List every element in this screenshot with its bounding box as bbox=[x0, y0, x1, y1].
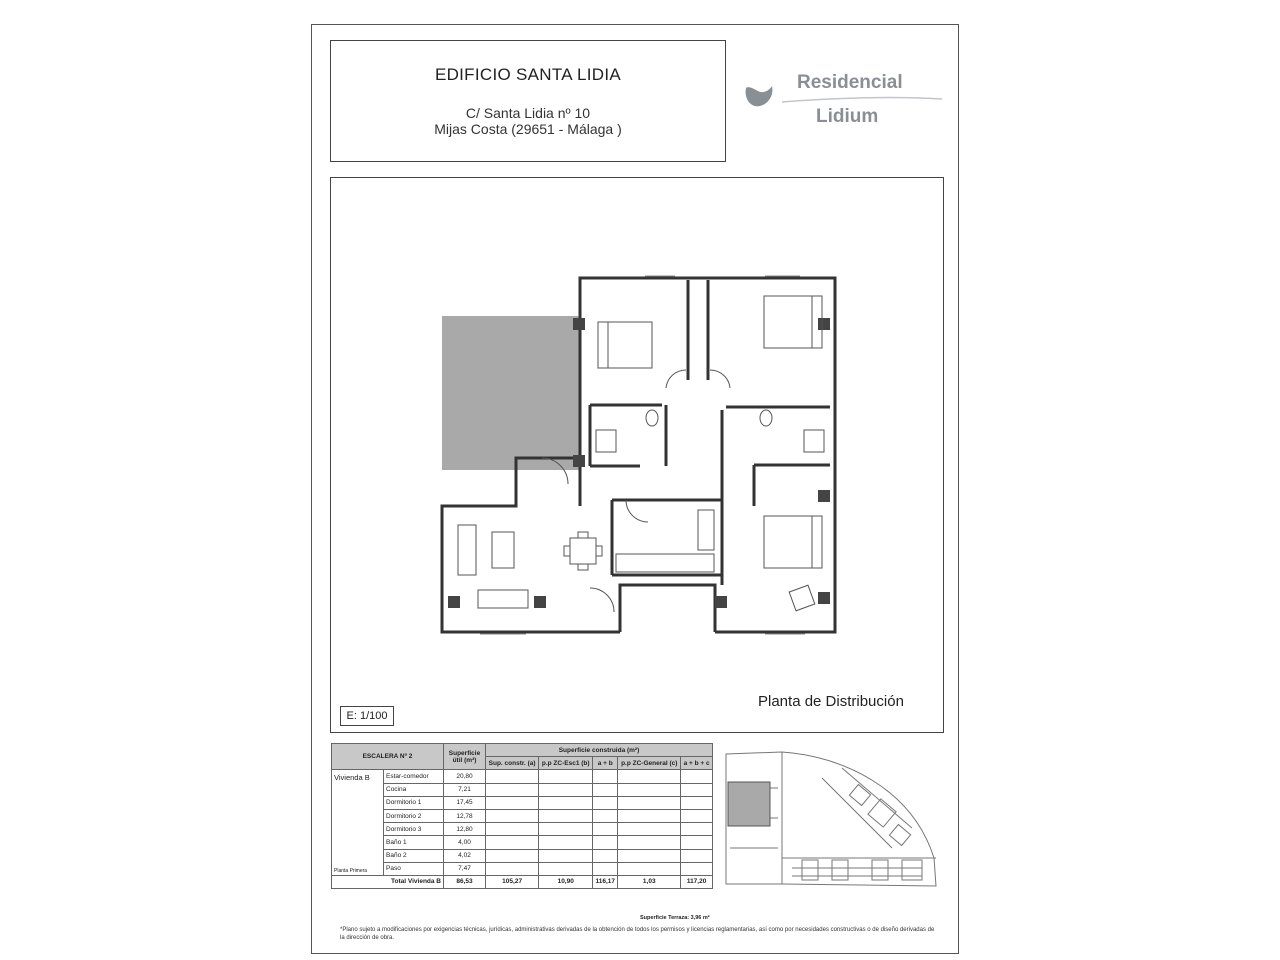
total-c: 1,03 bbox=[618, 875, 681, 888]
room-name: Estar-comedor bbox=[384, 770, 444, 783]
terrace-area bbox=[442, 316, 580, 470]
logo-line-2: Lidium bbox=[816, 106, 879, 127]
title-block bbox=[330, 40, 726, 162]
table-row bbox=[332, 796, 713, 809]
site-location-map bbox=[722, 748, 944, 890]
sofa-1 bbox=[458, 525, 476, 575]
total-row bbox=[332, 875, 713, 888]
scale-label: E: 1/100 bbox=[340, 706, 394, 726]
table-row bbox=[332, 770, 713, 783]
col-c-header: p.p ZC-General (c) bbox=[618, 757, 681, 770]
room-name: Baño 1 bbox=[384, 836, 444, 849]
address-line-2: Mijas Costa (29651 - Málaga ) bbox=[434, 121, 622, 137]
logo-line-1: Residencial bbox=[797, 72, 903, 93]
room-area: 4,00 bbox=[444, 836, 486, 849]
table-row bbox=[332, 823, 713, 836]
room-name: Dormitorio 1 bbox=[384, 796, 444, 809]
terrace-note: Superficie Terraza: 3,96 m² bbox=[640, 915, 710, 921]
disclaimer-footnote: *Plano sujeto a modificaciones por exigencias técnicas, jurídicas, administrativas derivadas de la obtención de todos los permisos y licencias reglamentarias, así como por necesidades constructivas o de diseño derivadas de la dirección de obra. bbox=[340, 927, 935, 941]
room-name: Dormitorio 3 bbox=[384, 823, 444, 836]
total-label: Total Vivienda B bbox=[332, 875, 444, 888]
bed-1 bbox=[598, 322, 652, 368]
bed-3 bbox=[764, 516, 822, 568]
total-useful: 86,53 bbox=[444, 875, 486, 888]
bed-2 bbox=[764, 296, 822, 348]
floor-plan-drawing bbox=[430, 270, 850, 640]
room-area: 7,21 bbox=[444, 783, 486, 796]
room-name: Baño 2 bbox=[384, 849, 444, 862]
room-name: Dormitorio 2 bbox=[384, 809, 444, 822]
room-area: 12,80 bbox=[444, 823, 486, 836]
room-name: Cocina bbox=[384, 783, 444, 796]
col-b-header: p.p ZC-Esc1 (b) bbox=[539, 757, 593, 770]
address-line-1: C/ Santa Lidia nº 10 bbox=[465, 105, 591, 121]
kitchen-counter bbox=[616, 554, 714, 572]
total-abc: 117,20 bbox=[681, 875, 713, 888]
total-b: 10,90 bbox=[539, 875, 593, 888]
dining-table bbox=[570, 538, 596, 564]
useful-area-header: Superficie útil (m²) bbox=[444, 744, 486, 770]
room-area: 12,78 bbox=[444, 809, 486, 822]
room-area: 7,47 bbox=[444, 862, 486, 875]
highlighted-unit bbox=[728, 782, 770, 826]
room-area: 17,45 bbox=[444, 796, 486, 809]
residencial-lidium-logo bbox=[742, 68, 942, 132]
table-row bbox=[332, 836, 713, 849]
table-row bbox=[332, 849, 713, 862]
col-ab-header: a + b bbox=[593, 757, 618, 770]
total-ab: 116,17 bbox=[593, 875, 618, 888]
table-row bbox=[332, 862, 713, 875]
built-area-header: Superficie construida (m²) bbox=[486, 744, 713, 757]
area-table bbox=[331, 743, 713, 889]
floor-label: Planta Primera bbox=[334, 867, 368, 874]
dwelling-label: Vivienda B bbox=[334, 773, 370, 783]
building-name: EDIFICIO SANTA LIDIA bbox=[434, 65, 622, 84]
sofa-2 bbox=[478, 590, 528, 608]
table-row bbox=[332, 809, 713, 822]
stair-header: ESCALERA Nº 2 bbox=[332, 744, 444, 770]
col-a-header: Sup. constr. (a) bbox=[486, 757, 539, 770]
total-a: 105,27 bbox=[486, 875, 539, 888]
room-area: 20,80 bbox=[444, 770, 486, 783]
room-name: Paso bbox=[384, 862, 444, 875]
table-row bbox=[332, 783, 713, 796]
room-area: 4,02 bbox=[444, 849, 486, 862]
col-abc-header: a + b + c bbox=[681, 757, 713, 770]
plan-title: Planta de Distribución bbox=[758, 693, 904, 710]
dwelling-cell bbox=[332, 770, 384, 876]
